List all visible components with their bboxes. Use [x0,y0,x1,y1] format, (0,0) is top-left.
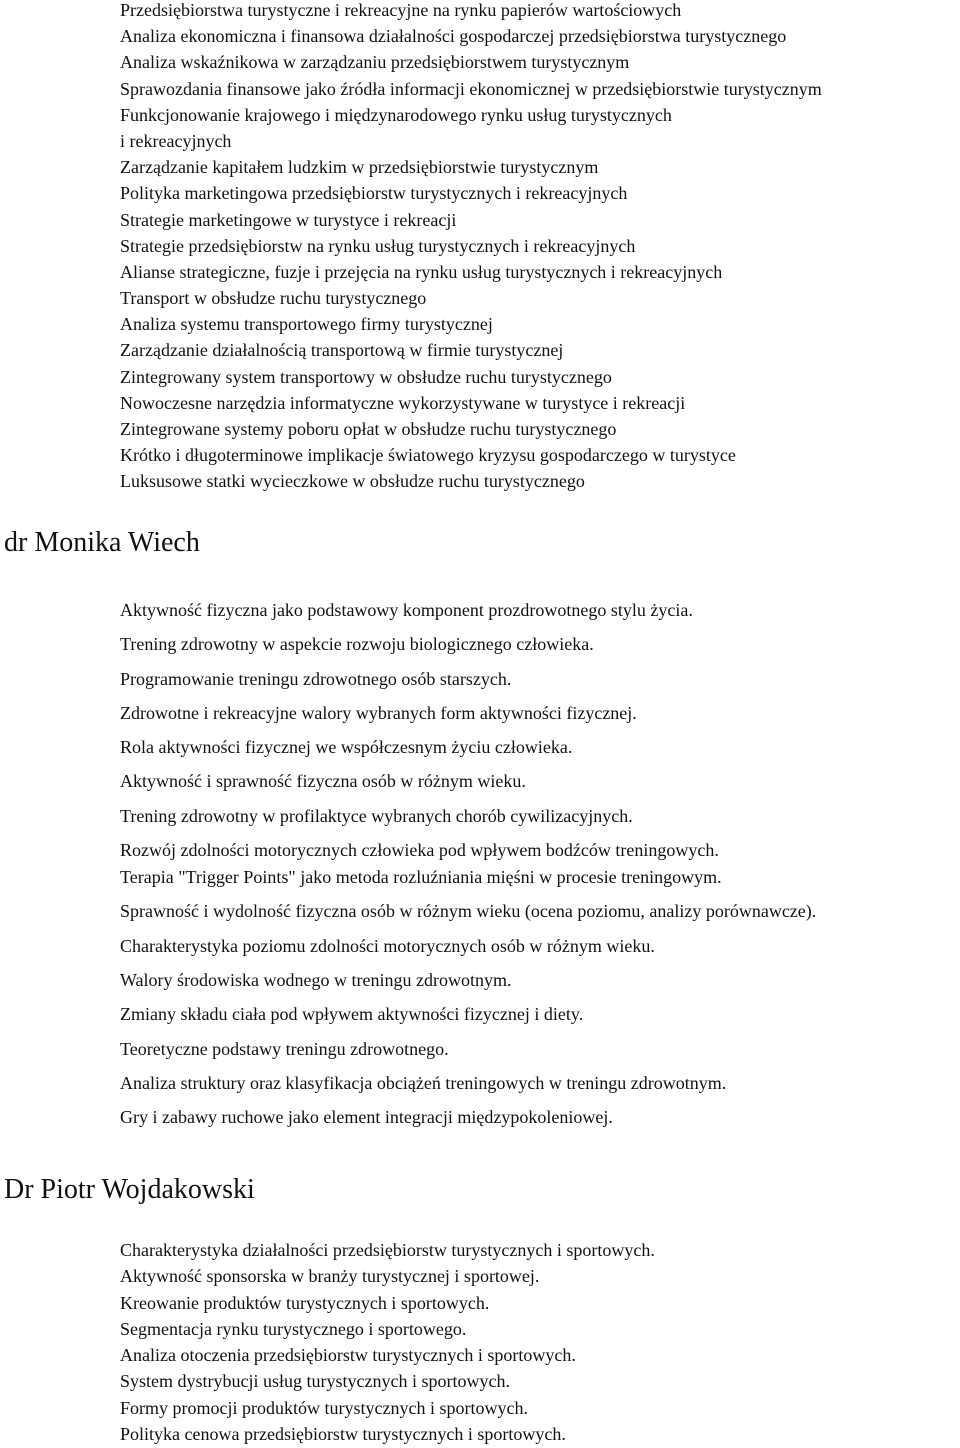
list-item: Polityka marketingowa przedsiębiorstw turystycznych i rekreacyjnych [120,183,628,204]
list-item: Krótko i długoterminowe implikacje światowego kryzysu gospodarczego w turystyce [120,445,736,466]
supervisor-heading-piotr-wojdakowski: Dr Piotr Wojdakowski [4,1174,255,1205]
list-item: Zdrowotne i rekreacyjne walory wybranych form aktywności fizycznej. [120,702,637,723]
list-item: Funkcjonowanie krajowego i międzynarodowego rynku usług turystycznych [120,104,672,125]
list-item: Zintegrowane systemy poboru opłat w obsłudze ruchu turystycznego [120,419,617,439]
list-item: Analiza ekonomiczna i finansowa działalności gospodarczej przedsiębiorstwa turystycznego [120,26,787,47]
list-item: Zmiany składu ciała pod wpływem aktywności fizycznej i diety. [120,1004,584,1025]
list-item: Zarządzanie kapitałem ludzkim w przedsiębiorstwie turystycznym [120,157,599,178]
list-item: Gry i zabawy ruchowe jako element integracji międzypokoleniowej. [120,1107,613,1128]
list-item: Charakterystyka poziomu zdolności motorycznych osób w różnym wieku. [120,935,655,956]
thesis-topic-list-1 [120,0,960,495]
list-item: Alianse strategiczne, fuzje i przejęcia na rynku usług turystycznych i rekreacyjnych [120,261,723,282]
list-item: Kreowanie produktów turystycznych i sportowych. [120,1292,490,1313]
list-item: Analiza systemu transportowego firmy turystycznej [120,314,493,335]
list-item: Trening zdrowotny w aspekcie rozwoju biologicznego człowieka. [120,634,594,655]
list-item: Formy promocji produktów turystycznych i sportowych. [120,1397,528,1418]
list-item: Sprawność i wydolność fizyczna osób w różnym wieku (ocena poziomu, analizy porównawcze). [120,901,817,922]
list-item: Strategie przedsiębiorstw na rynku usług turystycznych i rekreacyjnych [120,235,636,256]
list-item: Programowanie treningu zdrowotnego osób starszych. [120,668,512,689]
list-item: Analiza otoczenia przedsiębiorstw turystycznych i sportowych. [120,1345,576,1366]
list-item: Rola aktywności fizycznej we współczesnym życiu człowieka. [120,737,573,758]
list-item: Rozwój zdolności motorycznych człowieka pod wpływem bodźców treningowych. [120,840,719,861]
list-item: Zintegrowany system transportowy w obsłudze ruchu turystycznego [120,366,612,387]
list-item: Zarządzanie działalnością transportową w firmie turystycznej [120,340,564,361]
list-item: Strategie marketingowe w turystyce i rekreacji [120,209,457,230]
list-item: Analiza wskaźnikowa w zarządzaniu przedsiębiorstwem turystycznym [120,52,630,73]
list-item: Aktywność fizyczna jako podstawowy komponent prozdrowotnego stylu życia. [120,600,693,620]
thesis-topic-list-3 [120,1237,960,1447]
list-item: Walory środowiska wodnego w treningu zdrowotnym. [120,969,512,990]
list-item: Terapia "Trigger Points" jako metoda rozluźniania mięśni w procesie treningowym. [120,867,722,888]
supervisor-heading-monika-wiech: dr Monika Wiech [4,527,200,558]
list-item: Przedsiębiorstwa turystyczne i rekreacyjne na rynku papierów wartościowych [120,0,682,20]
list-item: Teoretyczne podstawy treningu zdrowotnego. [120,1038,449,1059]
list-item: Charakterystyka działalności przedsiębiorstw turystycznych i sportowych. [120,1240,655,1260]
list-item: Polityka cenowa przedsiębiorstw turystycznych i sportowych. [120,1424,566,1445]
list-item: i rekreacyjnych [120,130,232,151]
list-item: Aktywność i sprawność fizyczna osób w różnym wieku. [120,771,526,792]
list-item: Nowoczesne narzędzia informatyczne wykorzystywane w turystyce i rekreacji [120,392,686,413]
list-item: Segmentacja rynku turystycznego i sportowego. [120,1318,467,1339]
list-item: Transport w obsłudze ruchu turystycznego [120,288,427,309]
thesis-topic-list-2 [120,593,960,1134]
list-item: Trening zdrowotny w profilaktyce wybranych chorób cywilizacyjnych. [120,805,633,826]
list-item: Aktywność sponsorska w branży turystycznej i sportowej. [120,1266,540,1287]
list-item: Sprawozdania finansowe jako źródła informacji ekonomicznej w przedsiębiorstwie turystycznym [120,78,822,99]
list-item: Analiza struktury oraz klasyfikacja obciążeń treningowych w treningu zdrowotnym. [120,1072,727,1093]
list-item: Luksusowe statki wycieczkowe w obsłudze ruchu turystycznego [120,471,585,492]
list-item: System dystrybucji usług turystycznych i sportowych. [120,1371,510,1392]
